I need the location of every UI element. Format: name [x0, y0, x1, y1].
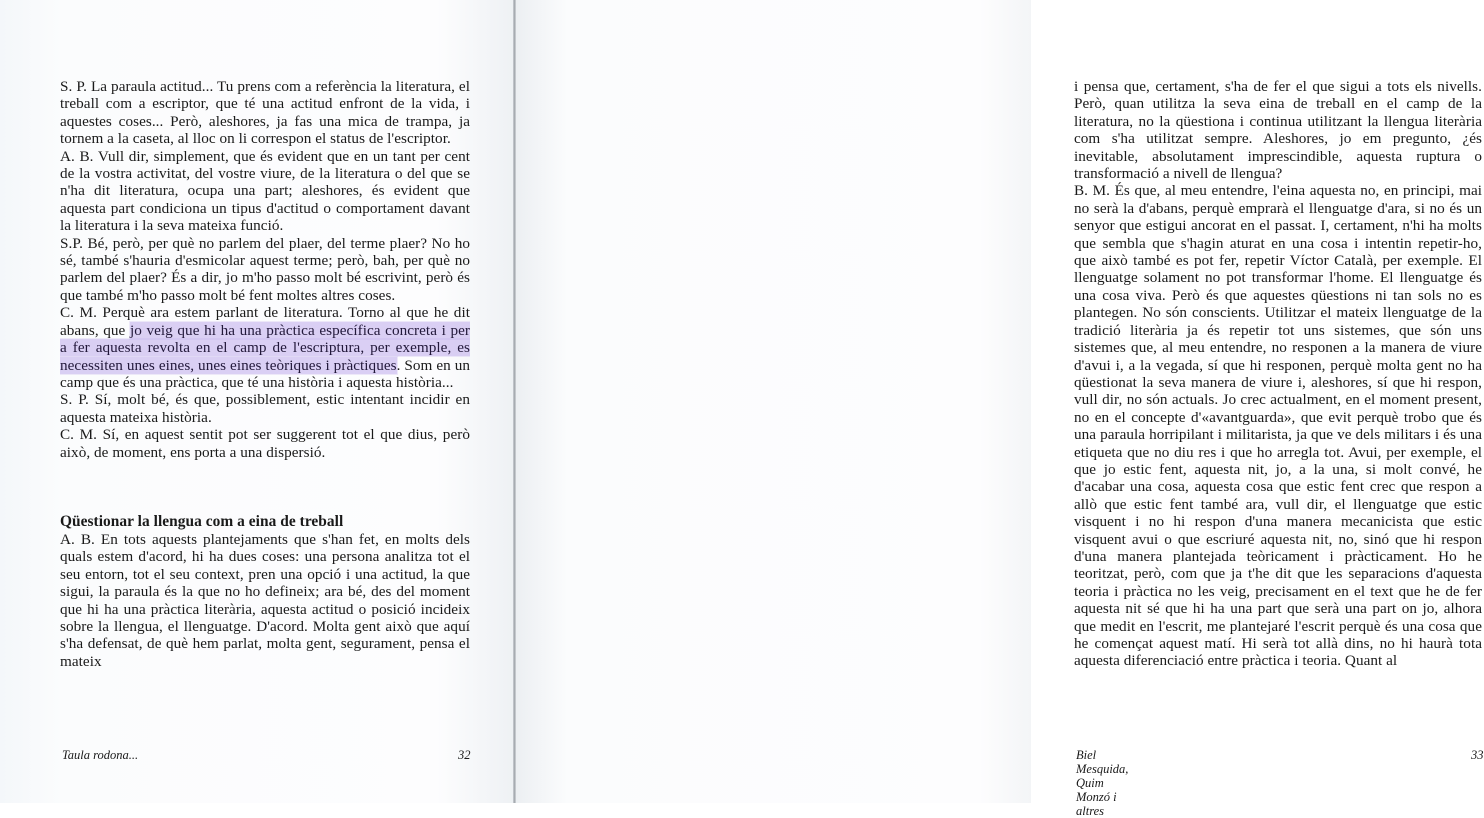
paragraph-continued: i pensa que, certament, s'ha de fer el que sigui a tots els nivells. Però, quan utilitza la seva eina de treball en el camp de la literatura, no la qüestiona i continua utilitzant la llengua literària com s'ha utilitzat sempre. Aleshores, jo em pregunto, ¿és inevitable, absolutament imprescindible, aquesta ruptura o transformació a nivell de llengua? — [1074, 78, 1482, 183]
right-page — [516, 0, 1484, 818]
left-page — [0, 0, 514, 803]
paragraph-bm-1: B. M. És que, al meu entendre, l'eina aquesta no, en principi, mai no serà la d'abans, perquè emprarà el llenguatge d'ara, si no és un senyor que estigui ancorat en el passat. I, certament, n'hi ha molts que sembla que s'hagin aturat en una cosa i intentin repetir-ho, que això també es pot fer, repetir Víctor Català, per exemple. El llenguatge solament no pot transformar l'home. El llenguatge és una cosa viva. Però és que aquestes qüestions ni tan sols no es plantegen. No són conscients. Utilitzar el mateix llenguatge de la tradició literària ja és repetir tot uns sistemes, que són uns sistemes que, al meu entendre, no responen a la manera de viure d'avui i, a la vegada, sí que hi responen, perquè molta gent no ha qüestionat la seva manera de viure i, aleshores, sí que hi respon, vull dir, no són actuals. Jo crec actualment, en el moment present, no en el concepte d'«avantguarda», que evit perquè trobo que és una paraula horripilant i militarista, ja que ve dels militars i és una etiqueta que no diu res i que ho arregla tot. Avui, per exemple, el que jo estic fent, aquesta nit, jo, a la una, si molt convé, he d'acabar una cosa, aquesta cosa que estic fent crec que respon a allò que estic fent també ara, vull dir, el llenguatge que estic visquent i no hi respon d'una manera mecanicista que estic visquent avui o que escriuré aquesta nit, no, sinó que hi respon d'una manera plantejada teòricament i pràcticament. Ho he teoritzat, però, com que ja t'he dit que les separacions d'aquesta teoria i pràctica no les veig, precisament en el text que he de fer aquesta nit sé que hi ha una part que serà una part on jo, alhora que medit en l'escrit, me plantejaré l'escrit perquè és una cosa que he començat aquest matí. Hi serà tot allà dins, no hi haurà tota aquesta diferenciació entre pràctica i teoria. Quant al — [1074, 182, 1482, 670]
paragraph-sp-3: S. P. Sí, molt bé, és que, possiblement, estic intentant incidir en aquesta mateixa història. — [60, 391, 470, 426]
paragraph-ab-2: A. B. En tots aquests plantejaments que s'han fet, en molts dels quals estem d'acord, hi ha dues coses: una persona analitza tot el seu entorn, tot el seu context, pren una opció i una actitud, la que sigui, la paraula és la que no ho defineix; ara bé, des del moment que hi ha una pràctica literària, aquesta actitud o posició incideix sobre la llengua, el llenguatge. D'acord. Molta gent això que aquí s'ha defensat, de què hem parlat, molta gent, segurament, pensa el mateix — [60, 530, 470, 670]
section-spacer — [60, 461, 470, 513]
right-page-text — [1074, 78, 1482, 670]
left-page-text — [60, 78, 470, 670]
page-number-right: 33 — [1471, 748, 1484, 762]
paragraph-ab-1: A. B. Vull dir, simplement, que és evident que en un tant per cent de la vostra activitat, del vostre viure, de la literatura o del que se n'ha dit literatura, ocupa una part; aleshores, és evident que aquesta part condiciona un tipus d'actitud o comportament davant la literatura i la seva mateixa funció. — [60, 147, 470, 235]
cm-text-after: . Som en un camp que és una pràctica, que té una història i aquesta història... — [60, 356, 470, 391]
running-footer-right: Biel Mesquida, Quim Monzó i altres — [1076, 748, 1129, 818]
cm-text-before: C. M. Perquè ara estem parlant de literatura. Torno al que he dit abans, que — [60, 304, 470, 339]
running-footer-left: Taula rodona... — [62, 748, 139, 762]
page-number-left: 32 — [458, 748, 471, 762]
highlighted-passage: jo veig que hi ha una pràctica específica concreta i per a fer aquesta revolta en el camp de l'escriptura, per exemple, es necessiten unes eines, unes eines teòriques i pràctiques — [60, 321, 470, 374]
section-heading: Qüestionar la llengua com a eina de treball — [60, 512, 344, 530]
paragraph-sp-2: S.P. Bé, però, per què no parlem del plaer, del terme plaer? No ho sé, també s'hauria d'esmicolar aquest terme; però, bah, per què no parlem del plaer? És a dir, jo m'ho passo molt bé escrivint, però és que també m'ho passo molt bé fent moltes altres coses. — [60, 234, 470, 304]
paragraph-sp-1: S. P. La paraula actitud... Tu prens com a referència la literatura, el treball com a escriptor, que té una actitud enfront de la vida, i aquestes coses... Però, aleshores, ja fas una mica de trampa, ja tornem a la caseta, al lloc on li correspon el status de l'escriptor. — [60, 78, 470, 148]
paragraph-cm-2: C. M. Sí, en aquest sentit pot ser suggerent tot el que dius, però això, de moment, ens porta a una dispersió. — [60, 426, 470, 461]
paragraph-cm-1 — [60, 304, 470, 391]
